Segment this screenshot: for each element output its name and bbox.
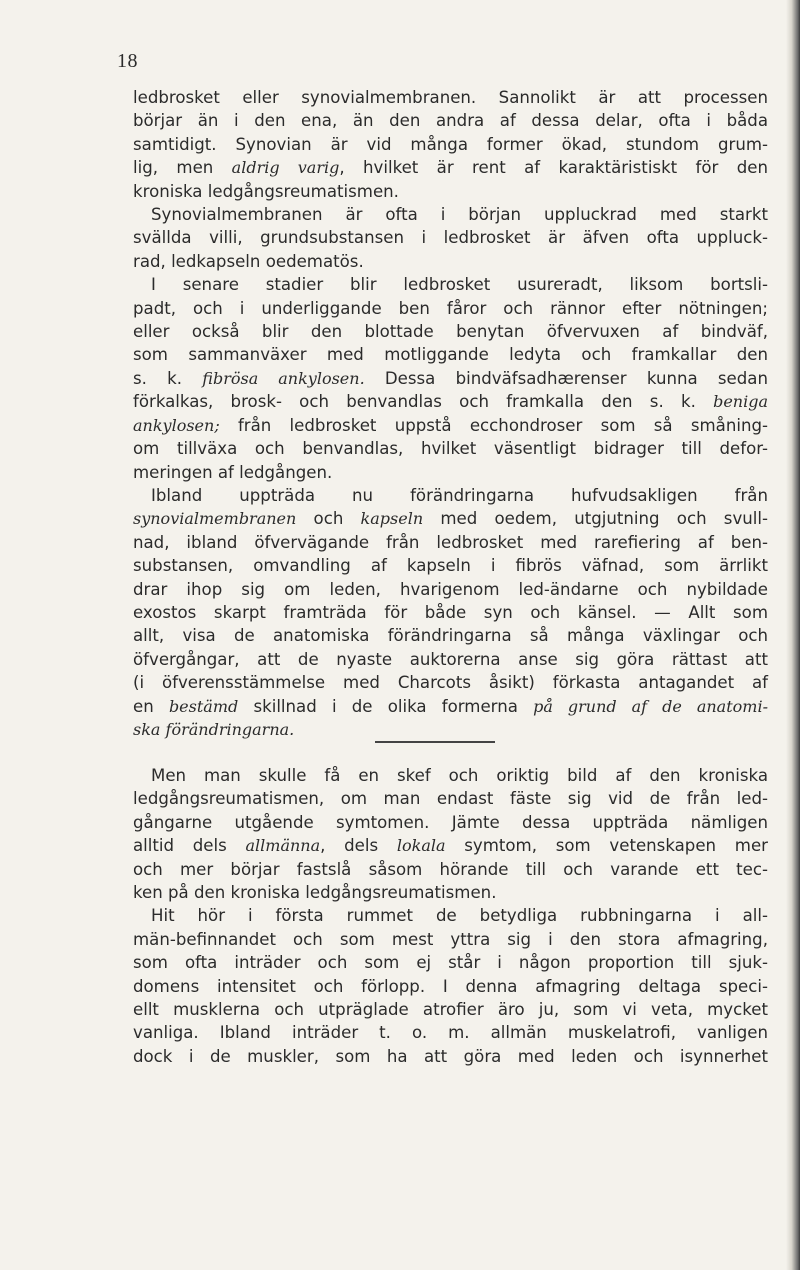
text-line <box>133 507 768 530</box>
page-number: 18 <box>117 50 138 72</box>
text-line: eller också blir den blottade benytan öfvervuxen af bindväf, <box>133 322 768 342</box>
text-line: meringen af ledgången. <box>133 462 333 482</box>
text-run: en <box>133 696 169 716</box>
text-line: kroniska ledgångsreumatismen. <box>133 181 399 201</box>
text-line <box>133 367 768 390</box>
section-divider <box>375 741 495 743</box>
text-line: gångarne utgående symtomen. Jämte dessa uppträda nämligen <box>133 812 768 832</box>
text-line: drar ihop sig om leden, hvarigenom led-ändarne och nybildade <box>133 579 768 599</box>
text-run: skillnad i de olika formerna <box>238 696 534 716</box>
paragraph <box>133 273 768 484</box>
text-run: Dessa bindväfsadhærenser kunna sedan <box>364 368 768 388</box>
italic-run: kapseln <box>360 509 424 529</box>
text-line: rad, ledkapseln oedematös. <box>133 251 364 271</box>
text-run: symtom, som vetenskapen mer <box>445 836 768 856</box>
text-line: om tillväxa och benvandlas, hvilket väsentligt bidrager till defor- <box>133 439 768 459</box>
italic-run: ska förändringarna. <box>133 719 295 739</box>
text-line: svällda villi, grundsubstansen i ledbrosket är äfven ofta uppluck- <box>133 228 768 248</box>
text-line <box>133 695 768 718</box>
italic-run: beniga <box>713 392 768 412</box>
italic-run: allmänna <box>245 836 321 856</box>
italic-run: synovialmembranen <box>133 509 297 529</box>
text-line: ledgångsreumatismen, om man endast fäste sig vid de från led- <box>133 789 768 809</box>
italic-run: fibrösa ankylosen. <box>202 368 365 388</box>
text-line: (i öfverensstämmelse med Charcots åsikt) förkasta antagandet af <box>133 673 768 693</box>
text-line <box>133 390 768 413</box>
text-run: lig, men <box>133 158 232 178</box>
text-line: substansen, omvandling af kapseln i fibrös väfnad, som ärrlikt <box>133 556 768 576</box>
text-line: och mer börjar fastslå såsom hörande till och varande ett tec- <box>133 859 768 879</box>
text-line <box>133 414 768 437</box>
text-line: öfvergångar, att de nyaste auktorerna anse sig göra rättast att <box>133 649 768 669</box>
text-block-bottom <box>133 764 768 1068</box>
text-line: som ofta inträder och som ej står i någon proportion till sjuk- <box>133 953 768 973</box>
italic-run: ankylosen; <box>133 415 220 435</box>
italic-run: bestämd <box>168 696 239 716</box>
text-run: s. k. <box>133 368 203 388</box>
text-run: , hvilket är rent af karaktäristiskt för den <box>339 158 769 178</box>
text-line: börjar än i den ena, än den andra af dessa delar, ofta i båda <box>133 111 768 131</box>
text-line: män-befinnandet och som mest yttra sig i den stora afmagring, <box>133 929 768 949</box>
text-line <box>133 834 768 857</box>
text-line <box>133 156 768 179</box>
paragraph <box>133 764 768 904</box>
paragraph <box>133 484 768 741</box>
text-line: exostos skarpt framträda för både syn och känsel. — Allt som <box>133 602 768 622</box>
text-line: vanliga. Ibland inträder t. o. m. allmän muskelatrofi, vanligen <box>133 1023 768 1043</box>
text-line: Ibland uppträda nu förändringarna hufvudsakligen från <box>151 485 768 505</box>
paragraph <box>133 203 768 273</box>
text-line: som sammanväxer med motliggande ledyta och framkallar den <box>133 345 768 365</box>
text-line <box>133 718 768 741</box>
text-run: med oedem, utgjutning och svull- <box>423 509 768 529</box>
text-line: samtidigt. Synovian är vid många former ökad, stundom grum- <box>133 134 768 154</box>
text-line: padt, och i underliggande ben fåror och rännor efter nötningen; <box>133 298 768 318</box>
text-run: alltid dels <box>133 836 246 856</box>
paragraph <box>133 904 768 1068</box>
text-line: Synovialmembranen är ofta i början uppluckrad med starkt <box>151 205 768 225</box>
text-run: , dels <box>320 836 397 856</box>
text-line: allt, visa de anatomiska förändringarna så många växlingar och <box>133 626 768 646</box>
text-line: I senare stadier blir ledbrosket usureradt, liksom bortsli- <box>151 275 768 295</box>
text-block-top <box>133 86 768 741</box>
text-line: domens intensitet och förlopp. I denna afmagring deltaga speci- <box>133 976 768 996</box>
text-run: från ledbrosket uppstå ecchondroser som så småning- <box>219 415 768 435</box>
text-line: nad, ibland öfvervägande från ledbrosket med rarefiering af ben- <box>133 532 768 552</box>
paragraph <box>133 86 768 203</box>
page-edge-shadow <box>786 0 800 1270</box>
italic-run: lokala <box>396 836 446 856</box>
text-line: Men man skulle få en skef och oriktig bild af den kroniska <box>151 766 768 785</box>
text-run: förkalkas, brosk- och benvandlas och framkalla den s. k. <box>133 392 714 412</box>
text-line: dock i de muskler, som ha att göra med leden och isynnerhet <box>133 1046 768 1066</box>
italic-run: på grund af de anatomi- <box>533 696 768 716</box>
text-line: ellt musklerna och utpräglade atrofier äro ju, som vi veta, mycket <box>133 1000 768 1020</box>
italic-run: aldrig varig <box>231 158 340 178</box>
text-run: och <box>296 509 361 529</box>
text-line: ledbrosket eller synovialmembranen. Sannolikt är att processen <box>133 88 768 107</box>
text-line: Hit hör i första rummet de betydliga rubbningarna i all- <box>151 906 768 926</box>
text-line: ken på den kroniska ledgångsreumatismen. <box>133 883 497 903</box>
